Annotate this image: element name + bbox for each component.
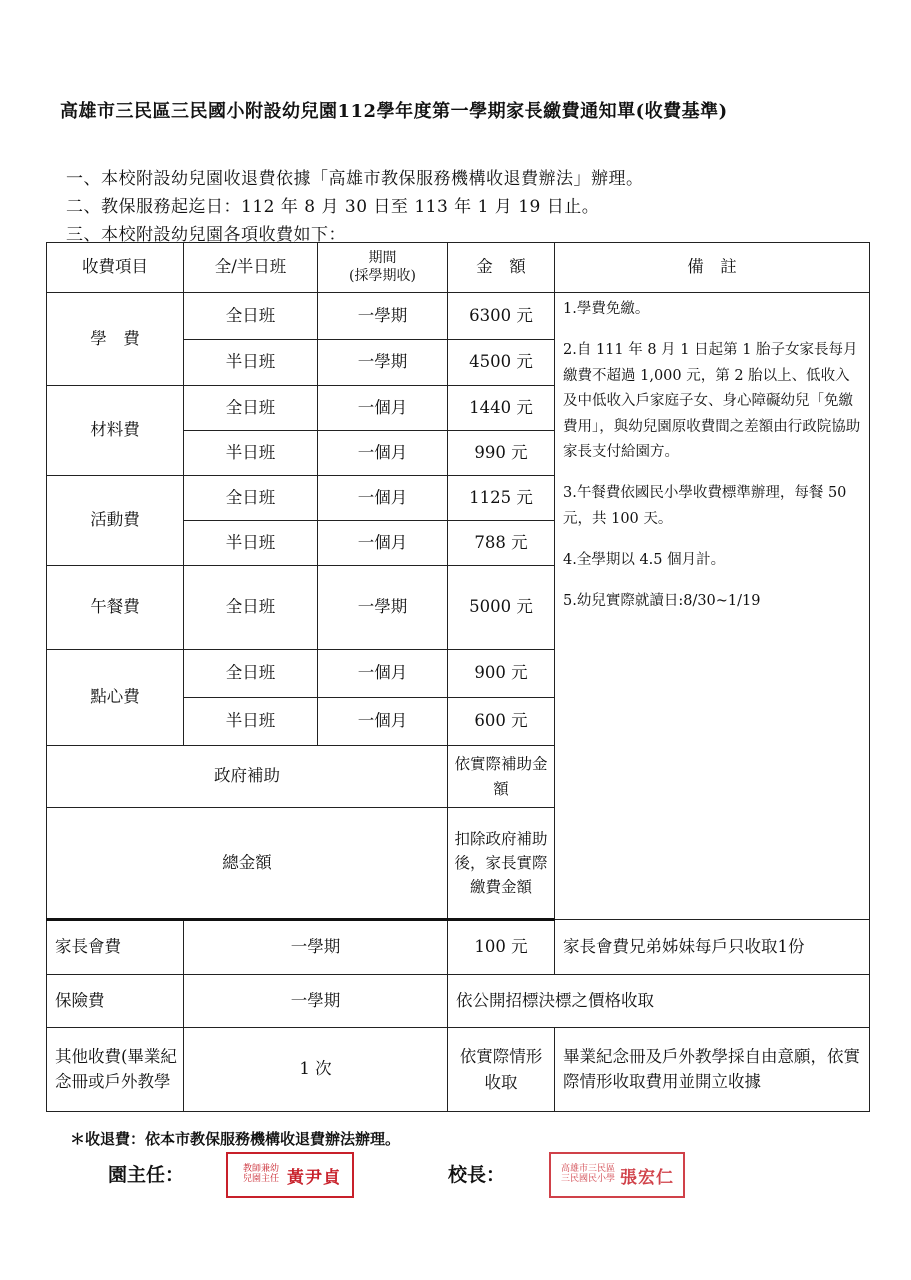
cell-amount: 788 元 <box>448 521 555 566</box>
director-stamp <box>226 1152 354 1198</box>
cell-amount: 990 元 <box>448 431 555 476</box>
total-label: 總金額 <box>47 808 448 920</box>
cell-amount: 1125 元 <box>448 476 555 521</box>
cell-amount: 600 元 <box>448 698 555 746</box>
tuition-label: 學 費 <box>47 293 184 386</box>
total-amount: 扣除政府補助後，家長實際繳費金額 <box>448 808 555 920</box>
note-2: 2.自 111 年 8 月 1 日起第 1 胎子女家長每月繳費不超過 1,000 元，第 2 胎以上、低收入及中低收入戶家庭子女、身心障礙幼兒「免繳費用」，與幼兒園原收費間之差額由行政院協助家長支付給園方。 <box>563 342 861 460</box>
header-amount: 金 額 <box>448 243 555 293</box>
note-1: 1.學費免繳。 <box>563 301 650 317</box>
cell-class: 全日班 <box>184 293 318 340</box>
insurance-note: 依公開招標決標之價格收取 <box>448 975 870 1028</box>
cell-period: 一個月 <box>318 476 448 521</box>
material-label: 材料費 <box>47 386 184 476</box>
cell-class: 半日班 <box>184 521 318 566</box>
cell-period: 一個月 <box>318 521 448 566</box>
other-note: 畢業紀念冊及戶外教學採自由意願，依實際情形收取費用並開立收據 <box>555 1028 870 1112</box>
table-row <box>47 293 870 340</box>
parent-assoc-period: 一學期 <box>184 920 448 975</box>
intro-line-2: 二、教保服務起迄日：112 年 8 月 30 日至 113 年 1 月 19 日止。 <box>66 197 600 217</box>
parent-assoc-label: 家長會費 <box>47 920 184 975</box>
cell-period: 一學期 <box>318 340 448 386</box>
activity-label: 活動費 <box>47 476 184 566</box>
cell-period: 一學期 <box>318 566 448 650</box>
director-stamp-title: 教師兼幼兒園主任 <box>242 1164 279 1184</box>
note-4: 4.全學期以 4.5 個月計。 <box>563 552 726 568</box>
refund-note: ＊收退費：依本市教保服務機構收退費辦法辦理。 <box>70 1130 401 1148</box>
intro-line-1: 一、本校附設幼兒園收退費依據「高雄市教保服務機構收退費辦法」辦理。 <box>66 169 644 189</box>
director-stamp-name: 黃尹貞 <box>287 1167 341 1188</box>
note-5: 5.幼兒實際就讀日:8/30~1/19 <box>563 593 761 610</box>
cell-class: 半日班 <box>184 698 318 746</box>
note-3: 3.午餐費依國民小學收費標準辦理，每餐 50 元，共 100 天。 <box>563 485 847 527</box>
header-class: 全/半日班 <box>184 243 318 293</box>
cell-period: 一學期 <box>318 293 448 340</box>
subsidy-amount: 依實際補助金額 <box>448 746 555 808</box>
director-label: 園主任： <box>108 1164 185 1186</box>
insurance-period: 一學期 <box>184 975 448 1028</box>
header-period <box>318 243 448 293</box>
cell-amount: 6300 元 <box>448 293 555 340</box>
header-period-line1: 期間 <box>368 250 397 266</box>
parent-assoc-note: 家長會費兄弟姊妹每戶只收取1份 <box>555 920 870 975</box>
table-row <box>47 1028 870 1112</box>
cell-class: 全日班 <box>184 476 318 521</box>
header-notes: 備 註 <box>555 243 870 293</box>
header-item: 收費項目 <box>47 243 184 293</box>
table-row <box>47 920 870 975</box>
header-period-line2: (採學期收) <box>349 267 416 284</box>
cell-amount: 4500 元 <box>448 340 555 386</box>
header-row <box>47 243 870 293</box>
table-row <box>47 975 870 1028</box>
cell-amount: 900 元 <box>448 650 555 698</box>
intro-line-3: 三、本校附設幼兒園各項收費如下： <box>66 225 346 245</box>
page-title: 高雄市三民區三民國小附設幼兒園112學年度第一學期家長繳費通知單(收費基準) <box>60 101 728 122</box>
cell-amount: 5000 元 <box>448 566 555 650</box>
principal-stamp-name: 張宏仁 <box>620 1167 674 1188</box>
cell-amount: 1440 元 <box>448 386 555 431</box>
notes-cell <box>555 293 870 920</box>
cell-period: 一個月 <box>318 698 448 746</box>
other-period: 1 次 <box>184 1028 448 1112</box>
fee-table <box>46 242 870 1112</box>
parent-assoc-amount: 100 元 <box>448 920 555 975</box>
subsidy-label: 政府補助 <box>47 746 448 808</box>
insurance-label: 保險費 <box>47 975 184 1028</box>
cell-period: 一個月 <box>318 650 448 698</box>
cell-period: 一個月 <box>318 386 448 431</box>
cell-class: 半日班 <box>184 431 318 476</box>
lunch-label: 午餐費 <box>47 566 184 650</box>
snack-label: 點心費 <box>47 650 184 746</box>
cell-class: 全日班 <box>184 386 318 431</box>
cell-class: 全日班 <box>184 650 318 698</box>
other-amount: 依實際情形收取 <box>448 1028 555 1112</box>
cell-period: 一個月 <box>318 431 448 476</box>
cell-class: 全日班 <box>184 566 318 650</box>
principal-stamp-title: 高雄市三民區三民國民小學 <box>560 1164 615 1184</box>
cell-class: 半日班 <box>184 340 318 386</box>
principal-label: 校長： <box>448 1164 506 1186</box>
other-label: 其他收費(畢業紀念冊或戶外教學 <box>47 1028 184 1112</box>
principal-stamp <box>549 1152 685 1198</box>
